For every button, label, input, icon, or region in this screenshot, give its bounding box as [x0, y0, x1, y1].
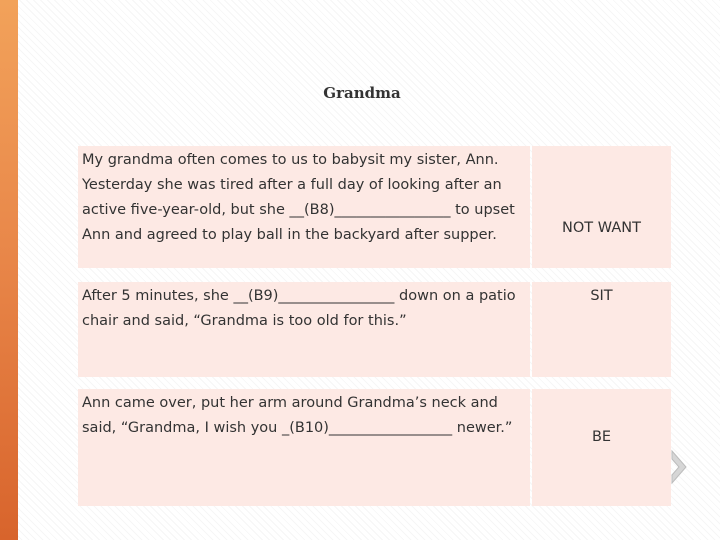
- page-title: Grandma: [323, 84, 401, 102]
- task-word-cell-b10: [532, 389, 671, 506]
- task-word-cell-b9: [532, 282, 671, 377]
- task-word-b10: BE: [591, 429, 612, 445]
- task-word-b8: NOT WANT: [562, 220, 641, 236]
- chevron-right-icon[interactable]: [670, 449, 688, 485]
- task-text-b10: Ann came over, put her arm around Grandma’s neck and said, “Grandma, I wish you _(B10)_________________ newer.”: [78, 389, 530, 506]
- task-text-b8: My grandma often comes to us to babysit my sister, Ann. Yesterday she was tired after a full day of looking after an active five-year-old, but she __(B8)________________ to upset Ann and agreed to play ball in the backyard after supper.: [78, 146, 530, 268]
- task-text-b9: After 5 minutes, she __(B9)________________ down on a patio chair and said, “Grandma is too old for this.”: [78, 282, 530, 377]
- task-word-cell-b8: [532, 146, 671, 268]
- accent-bar: [0, 0, 18, 540]
- task-word-b9: SIT: [590, 288, 613, 304]
